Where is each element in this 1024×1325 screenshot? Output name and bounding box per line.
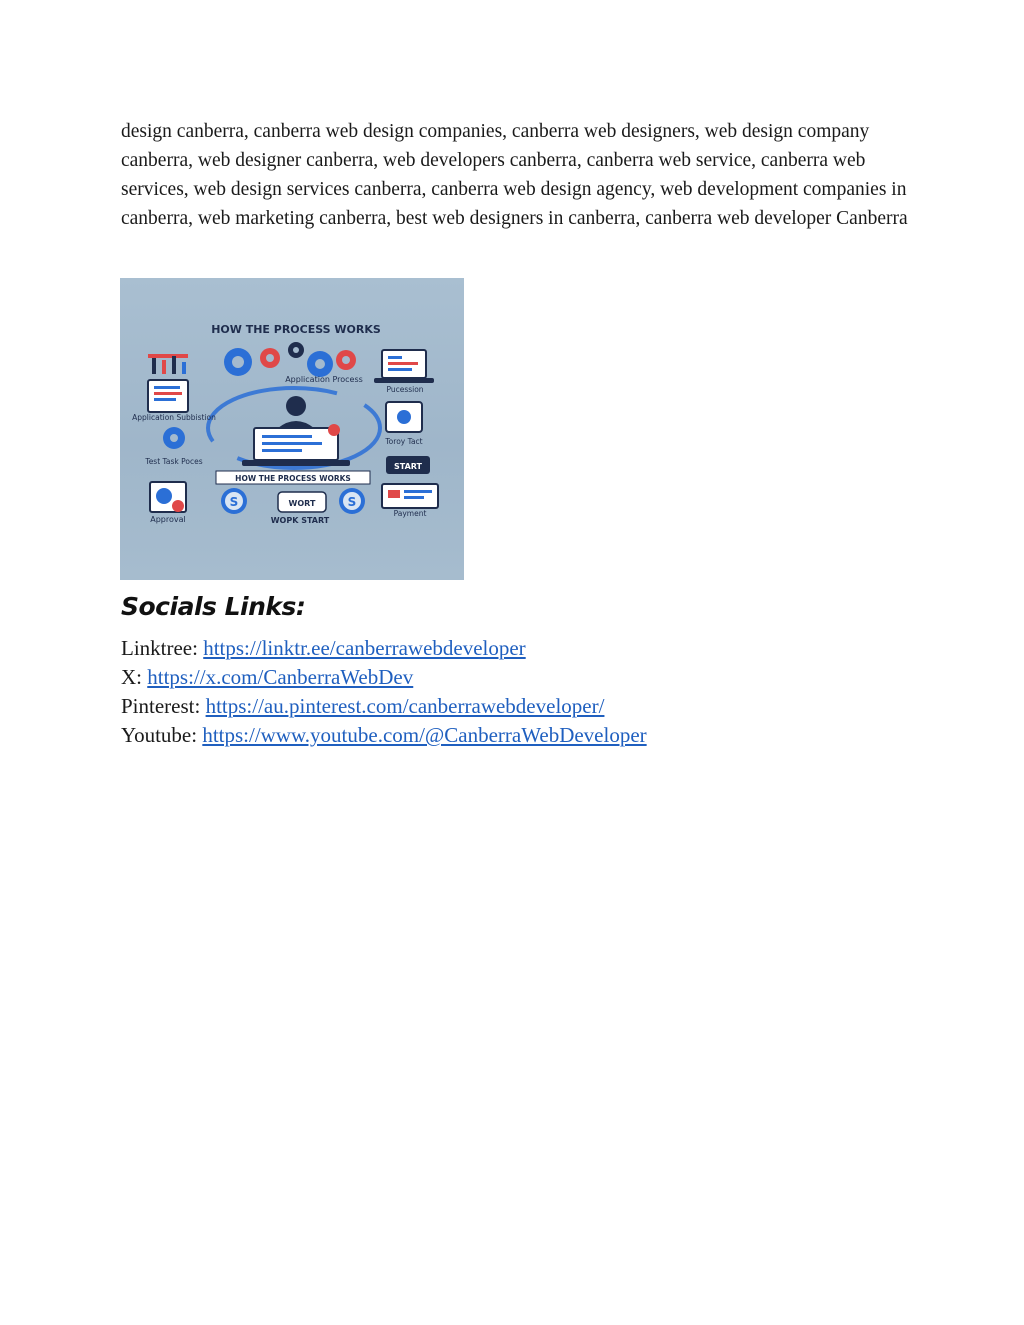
label-payment: Payment bbox=[393, 509, 427, 518]
social-link-row bbox=[121, 721, 647, 750]
intro-paragraph: design canberra, canberra web design companies, canberra web designers, web design company canberra, web designer canberra, web developers canberra, canberra web service, canberra web services, web design services canberra, canberra web design agency, web development companies in canberra, web marketing canberra, best web designers in canberra, canberra web developer Canberra bbox=[121, 121, 908, 229]
socials-heading: Socials Links: bbox=[121, 592, 306, 621]
svg-text:S: S bbox=[347, 495, 357, 509]
label-application-subbistion: Application Subbistion bbox=[132, 413, 216, 422]
label-pucession: Pucession bbox=[386, 385, 424, 394]
person-icon bbox=[278, 396, 314, 428]
process-banner bbox=[216, 471, 370, 484]
social-label: Linktree: bbox=[121, 636, 198, 660]
coin-icon-right bbox=[339, 488, 365, 514]
social-links-list bbox=[121, 634, 647, 750]
banner-text: HOW THE PROCESS WORKS bbox=[235, 474, 351, 483]
label-start: START bbox=[393, 462, 423, 471]
phone-icon bbox=[386, 402, 422, 432]
center-laptop-icon bbox=[242, 424, 350, 466]
social-label: Youtube: bbox=[121, 723, 198, 747]
label-toroy-tact: Toroy Tact bbox=[385, 437, 423, 446]
social-link-row bbox=[121, 692, 647, 721]
social-label: Pinterest: bbox=[121, 694, 201, 718]
social-link-row bbox=[121, 634, 647, 663]
social-label: X: bbox=[121, 665, 142, 689]
laptop-icon bbox=[374, 350, 434, 383]
label-approval: Approval bbox=[150, 515, 186, 524]
linktree-link[interactable]: https://linktr.ee/canberrawebdeveloper bbox=[203, 636, 526, 660]
work-card bbox=[278, 492, 326, 512]
clipboard-icon bbox=[148, 380, 188, 412]
start-button-graphic bbox=[386, 456, 430, 474]
infographic-title: HOW THE PROCESS WORKS bbox=[211, 323, 381, 336]
process-infographic bbox=[120, 278, 464, 580]
label-application-process: Application Process bbox=[285, 375, 363, 384]
left-gear-icon bbox=[163, 427, 185, 449]
gear-icon bbox=[224, 342, 356, 377]
pinterest-link[interactable]: https://au.pinterest.com/canberrawebdeveloper/ bbox=[205, 694, 605, 718]
svg-text:S: S bbox=[229, 495, 239, 509]
label-test-task-poces: Test Task Poces bbox=[145, 457, 203, 466]
chart-icon bbox=[148, 354, 188, 374]
youtube-link[interactable]: https://www.youtube.com/@CanberraWebDeveloper bbox=[202, 723, 647, 747]
approval-icon bbox=[150, 482, 186, 512]
label-wort: WORT bbox=[288, 499, 316, 508]
payment-icon bbox=[382, 484, 438, 508]
coin-icon bbox=[221, 488, 247, 514]
x-link[interactable]: https://x.com/CanberraWebDev bbox=[147, 665, 414, 689]
label-wopk-start: WOPK START bbox=[270, 516, 330, 525]
social-link-row bbox=[121, 663, 647, 692]
